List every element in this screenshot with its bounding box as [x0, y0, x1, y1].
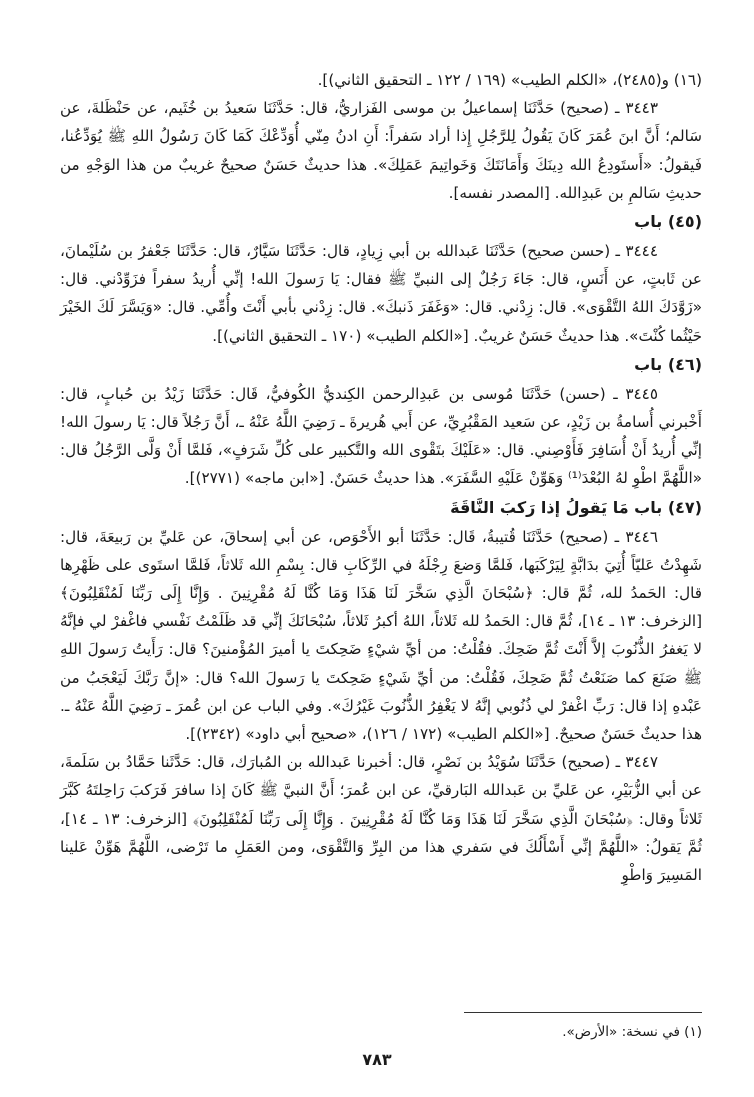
chapter-heading-46: (٤٦) باب [634, 354, 702, 374]
hadith-3444: ٣٤٤٤ ـ (حسن صحيح) حَدَّثَنَا عَبدالله بن أبي زِيادٍ، قال: حَدَّثَنَا سَيَّارٌ، قال: حَدَّثَنَا جَعْفرُ بن سُلَيْمانَ، عن ثَابتٍ، عن أَنَسٍ، قال: جَاءَ رَجُلٌ إلى النبيِّ ﷺ فقال: يَا رَسولَ الله! إنِّي أُريدُ سفراً فزَوِّدْني. قال: «زَوَّدَكَ اللهُ التَّقْوَى». قال: زِدْني. قال: «وَغَفَرَ ذَنبكَ». قال: زِدْني بأبي أَنْتَ وأُمِّي. قال: «وَيَسَّرَ لَكَ الخَيْرَ حَيْثُما كُنْتَ». هذا حديثٌ حَسَنٌ غريبٌ. [«الكلم الطيب» (١٧٠ ـ التحقيق الثاني)]. [60, 242, 702, 345]
hadith-3447: ٣٤٤٧ ـ (صحيح) حَدَّثَنَا سُوَيْدُ بن نَصْرٍ، قال: أخبرنا عَبدالله بن المُبارَك، قال: حَدَّثَنا حَمَّادُ بن سَلَمةَ، عن أبي الزُّبَيْرِ، عن عَليِّ بن عَبدالله البَارقيِّ، عن ابن عُمرَ؛ أَنَّ النبيَّ ﷺ كَانَ إذا سافرَ فَرَكبَ رَاحِلتَهُ كَبَّرَ ثَلاثاً وقال: ﴿سُبْحَانَ الَّذِي سَخَّرَ لَنَا هَذَا وَمَا كُنَّا لَهُ مُقْرِنِينَ . وَإِنَّا إِلَى رَبِّنَا لَمُنْقَلِبُونَ﴾ [الزخرف: ١٣ ـ ١٤]، ثُمَّ يَقولُ: «اللَّهُمَّ إنِّي أَسْأَلُكَ في سَفري هذا من البِرِّ وَالتَّقْوَى، ومن العَمَلِ ما تَرْضى، اللَّهُمَّ هَوِّنْ عَلينا المَسِيرَ وَاطْوِ [60, 753, 703, 885]
hadith-3445: ٣٤٤٥ ـ (حسن) حَدَّثَنَا مُوسى بن عَبدِالرحمن الكِنديُّ الكُوفيُّ، قَال: حَدَّثَنَا زَيْدُ بن حُبابٍ، قال: أَخْبرني أُسامةُ بن زَيْدٍ، عن سَعيد المَقْبُرِيِّ، عن أَبي هُريرةَ ـ رَضِيَ اللَّهُ عَنْهُ ـ، أَنَّ رَجُلاً قال: يَا رسولَ الله! إنِّي أُريدُ أَنْ أُسَافِرَ فَأَوْصِني. قال: «عَلَيْكَ بتَقْوى الله والتَّكبير على كُلِّ شَرَفٍ»، فَلمَّا أَنْ وَلَّى الرَّجُلُ قال: «اللَّهُمَّ اطْوِ لهُ البُعْدَ⁽¹⁾ وَهَوِّنْ عَلَيْهِ السَّفَرَ». هذا حديثٌ حَسَنٌ. [«ابن ماجه» (٢٧٧١)]. [60, 384, 702, 488]
footnote-divider [464, 1012, 702, 1013]
hadith-3446: ٣٤٤٦ ـ (صحيح) حَدَّثَنَا قُتيبةُ، قَال: حَدَّثَنَا أبو الأَحْوَص، عن أبي إسحاقَ، عن عَليِّ بن رَبيعَةَ، قال: شَهِدْتُ عَليّاً أُتِيَ بدَابَّةٍ لِيَرْكَبَها، فَلمَّا وَضعَ رِجْلَهُ في الرِّكَابِ قال: بِسْمِ الله ثَلاثاً، فَلمَّا استَوى على ظَهْرِها قال: الحَمدُ لله، ثُمَّ قال: ﴿سُبْحَانَ الَّذِي سَخَّرَ لَنَا هَذَا وَمَا كُنَّا لَهُ مُقْرِنِينَ . وَإِنَّا إِلَى رَبِّنَا لَمُنْقَلِبُونَ﴾ [الزخرف: ١٣ ـ ١٤]، ثُمَّ قال: الحَمدُ لله ثَلاثاً، اللهُ أكبرُ ثَلاثاً، سُبْحَانَكَ إنِّي قد ظَلَمْتُ نَفْسي فاغْفرْ لي فإنَّهُ لا يَغفرُ الذُّنُوبَ إلاَّ أَنْتَ ثُمَّ ضَحِكَ. فقُلْتُ: من أيِّ شيْءٍ ضَحِكتَ يا أميرَ المُؤْمنينَ؟ قال: رَأَيتُ رَسولَ اللهِ ﷺ صَنَعَ كما صَنَعْتُ ثُمَّ ضَحِكَ، فَقُلْتُ: من أيِّ شَيْءٍ ضَحِكتَ يا رَسولَ الله؟ قال: «إنَّ رَبَّكَ لَيَعْجَبُ من عَبْدهِ إذا قال: رَبِّ اغْفرْ لي ذُنُوبي إنَّهُ لا يَغْفِرُ الذُّنُوبَ غَيْرُكَ». وفي الباب عن ابن عُمرَ ـ رَضِيَ اللَّهُ عَنْهُ ـ. هذا حديثٌ حَسَنٌ صحيحٌ. [«الكلم الطيب» (١٧٢ / ١٢٦)، «صحيح أبي داود» (٢٣٤٢)]. [60, 527, 702, 744]
footnote: (١) في نسخة: «الأرض». [562, 1024, 702, 1040]
hadith-3443: ٣٤٤٣ ـ (صحيح) حَدَّثَنَا إسماعيلُ بن موسى الفَزاريُّ، قال: حَدَّثَنَا سَعيدُ بن خُثَيم، عن حَنْظَلةَ، عن سَالم؛ أَنَّ ابنَ عُمَرَ كَانَ يَقُولُ لِلرَّجُلِ إِذا أراد سَفراً: أَنِ ادنُ مِنّي أُوَدِّعْكَ كَمَا كَانَ رَسُولُ اللهِ ﷺ يُوَدِّعُنا، فَيقولُ: «أَستَودِعُ الله دِينَكَ وَأَمَانَتَكَ وَخَواتِيمَ عَمَلِكَ». هذا حديثٌ حَسَنٌ صحيحٌ غريبٌ من هذا الوَجْهِ من حديثِ سَالمِ بن عَبدِالله. [المصدر نفسه]. [60, 99, 702, 202]
chapter-heading-45: (٤٥) باب [634, 212, 702, 232]
chapter-heading-47: (٤٧) باب مَا يَقولُ إذا رَكبَ النَّاقَةَ [450, 497, 702, 517]
page-number: ٧٨٣ [362, 1050, 392, 1069]
body-text [60, 66, 702, 889]
paragraph: (١٦) و(٢٤٨٥)، «الكلم الطيب» (١٦٩ / ١٢٢ ـ التحقيق الثاني)]. [317, 71, 702, 89]
page-body [60, 66, 702, 1097]
